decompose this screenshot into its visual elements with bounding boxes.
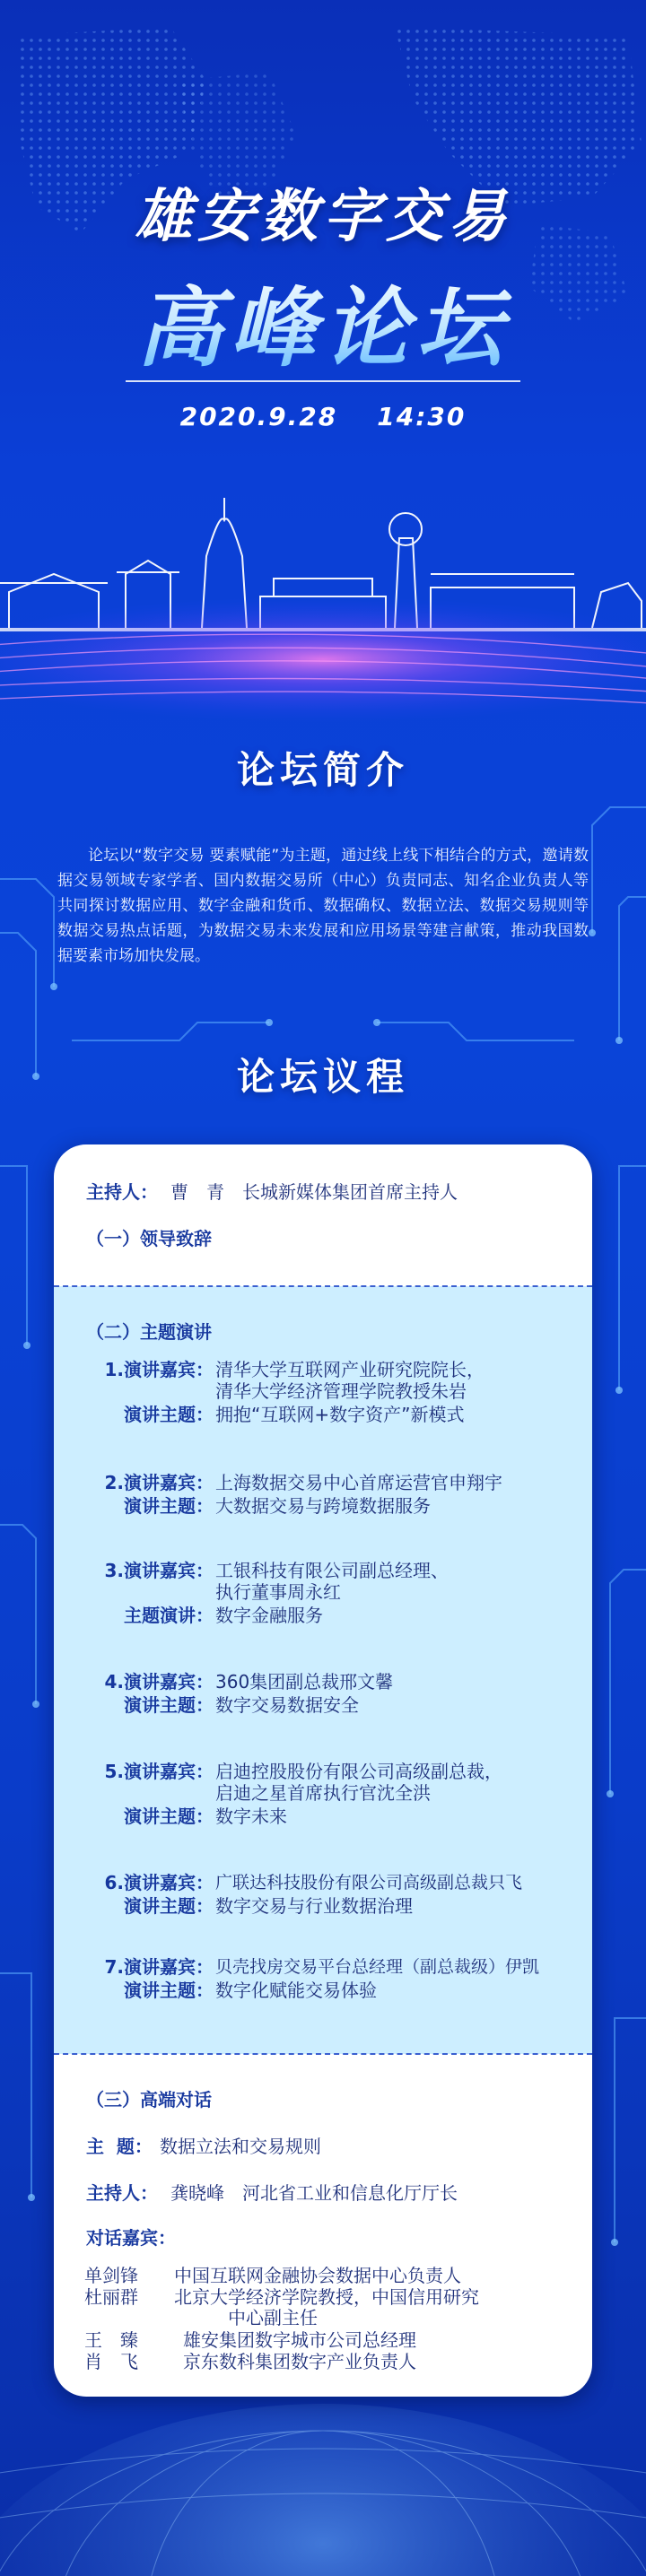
hero-title-line1: 雄安数字交易: [135, 184, 511, 250]
guest-3-name: 王 臻: [84, 2329, 138, 2351]
talk-6-topic-label: 演讲主题：: [124, 1895, 214, 1917]
talk-3-speaker-line2: 执行董事周永红: [215, 1581, 341, 1603]
talk-5-topic: 数字未来: [215, 1806, 287, 1827]
talk-2-topic: 大数据交易与跨境数据服务: [215, 1495, 431, 1517]
talk-1-speaker-line1: 清华大学互联网产业研究院院长，: [215, 1359, 484, 1380]
talk-1-topic: 拥抱“互联网+数字资产”新模式: [215, 1404, 465, 1425]
dialog-host-label: 主持人：: [86, 2182, 158, 2204]
hero-divider: [126, 380, 520, 382]
talk-5-speaker-label: 5.演讲嘉宾：: [104, 1761, 214, 1782]
part1-title: （一）领导致辞: [86, 1228, 212, 1249]
talk-3-topic-label: 主题演讲：: [124, 1605, 214, 1626]
talk-1-topic-label: 演讲主题：: [124, 1404, 214, 1425]
talk-7-speaker-label: 7.演讲嘉宾：: [104, 1956, 214, 1978]
guest-1-title: 中国互联网金融协会数据中心负责人: [174, 2265, 461, 2286]
talk-6-speaker-line1: 广联达科技股份有限公司高级副总裁只飞: [215, 1873, 523, 1893]
talk-2-topic-label: 演讲主题：: [124, 1495, 214, 1517]
talk-6-topic: 数字交易与行业数据治理: [215, 1895, 413, 1917]
divider-dashed: [54, 2053, 592, 2055]
talk-1-speaker-line2: 清华大学经济管理学院教授朱岩: [215, 1380, 467, 1402]
dialog-theme-label: 主 题：: [86, 2136, 153, 2157]
guest-4-title: 京东数科集团数字产业负责人: [183, 2351, 416, 2372]
talk-5-speaker-line1: 启迪控股股份有限公司高级副总裁，: [215, 1761, 502, 1782]
dialog-theme: 数据立法和交易规则: [160, 2136, 321, 2157]
hero-title-line2: 高峰论坛: [0, 260, 646, 383]
agenda-card-top: [54, 1144, 592, 1286]
talk-5-topic-label: 演讲主题：: [124, 1806, 214, 1827]
talk-3-topic: 数字金融服务: [215, 1605, 323, 1626]
intro-paragraph: 论坛以“数字交易 要素赋能”为主题，通过线上线下相结合的方式，邀请数据交易领域专家学者、国内数据交易所（中心）负责同志、知名企业负责人等共同探讨数据应用、数字金融和货币、数据确权、数据立法、数据交易规则等数据交易热点话题，为数据交易未来发展和应用场景等建言献策，推动我国数据要素市场加快发展。: [57, 847, 589, 965]
guest-2-title-line1: 北京大学经济学院教授，中国信用研究: [174, 2286, 479, 2308]
talk-4-speaker-label: 4.演讲嘉宾：: [104, 1671, 214, 1693]
guest-3-title: 雄安集团数字城市公司总经理: [183, 2329, 416, 2351]
hero-datetime: [0, 402, 646, 431]
talk-6-speaker-label: 6.演讲嘉宾：: [104, 1872, 214, 1893]
talk-3-speaker-label: 3.演讲嘉宾：: [104, 1560, 214, 1581]
talk-7-topic-label: 演讲主题：: [124, 1980, 214, 2001]
dialog-guests-label: 对话嘉宾：: [86, 2227, 176, 2249]
agenda-heading: 论坛议程: [236, 1055, 409, 1099]
host-label: 主持人：: [86, 1181, 158, 1203]
talk-7-topic: 数字化赋能交易体验: [215, 1980, 377, 2001]
hero-date: 2020.9.28: [179, 402, 338, 431]
dialog-host: 龚晓峰 河北省工业和信息化厅厅长: [170, 2182, 458, 2204]
hero-time: 14:30: [377, 402, 467, 431]
talk-3-speaker-line1: 工银科技有限公司副总经理、: [215, 1560, 449, 1581]
part3-title: （三）高端对话: [86, 2089, 212, 2110]
talk-2-speaker-line1: 上海数据交易中心首席运营官申翔宇: [215, 1472, 502, 1493]
intro-heading: 论坛简介: [236, 748, 409, 792]
agenda-card: [54, 1144, 592, 2397]
talk-4-topic: 数字交易数据安全: [215, 1694, 359, 1716]
talk-4-topic-label: 演讲主题：: [124, 1694, 214, 1716]
talk-7-speaker-line1: 贝壳找房交易平台总经理（副总裁级）伊凯: [215, 1957, 540, 1977]
part2-title: （二）主题演讲: [86, 1321, 212, 1343]
guest-2-title-line2: 中心副主任: [228, 2307, 318, 2328]
divider-dashed: [54, 1285, 592, 1287]
host-value: 曹 青 长城新媒体集团首席主持人: [170, 1181, 458, 1203]
talk-2-speaker-label: 2.演讲嘉宾：: [104, 1472, 214, 1493]
talk-1-speaker-label: 1.演讲嘉宾：: [104, 1359, 214, 1380]
guest-1-name: 单剑锋: [84, 2265, 138, 2286]
guest-4-name: 肖 飞: [84, 2351, 138, 2372]
talk-4-speaker-line1: 360集团副总裁邢文馨: [215, 1671, 394, 1693]
guest-2-name: 杜丽群: [84, 2286, 138, 2308]
talk-5-speaker-line2: 启迪之星首席执行官沈全洪: [215, 1782, 431, 1804]
